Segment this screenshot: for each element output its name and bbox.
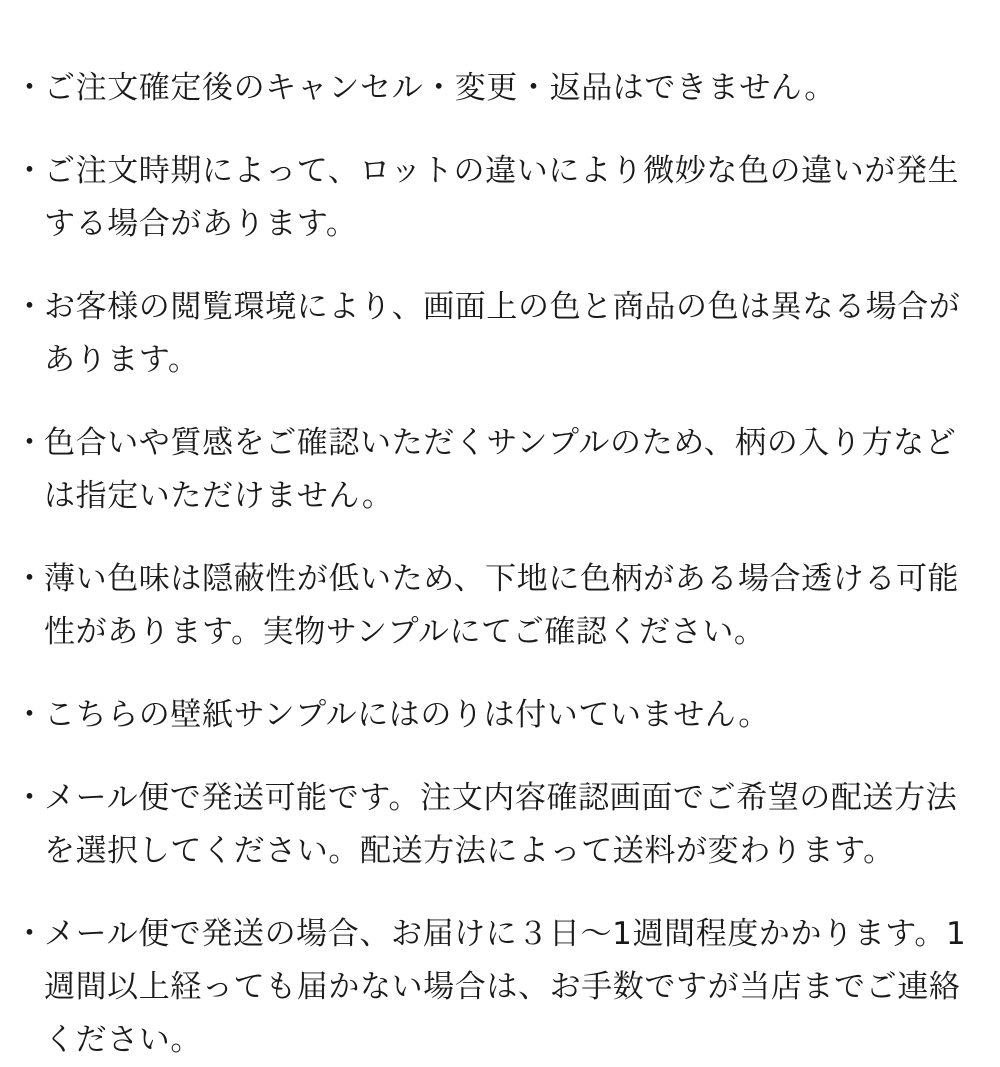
notice-text: ご注文時期によって、ロットの違いにより微妙な色の違いが発生する場合があります。 — [44, 153, 960, 242]
bullet-icon: ・ — [14, 697, 45, 733]
list-item — [14, 281, 978, 387]
list-item — [14, 772, 978, 878]
bullet-icon: ・ — [14, 425, 45, 461]
bullet-icon: ・ — [14, 561, 45, 597]
notice-text: メール便で発送の場合、お届けに３日〜1週間程度かかります。1週間以上経っても届かない場合は、お手数ですが当店までご連絡ください。 — [44, 916, 967, 1058]
list-item — [14, 908, 978, 1067]
notice-text: 薄い色味は隠蔽性が低いため、下地に色柄がある場合透ける可能性があります。実物サンプルにてご確認ください。 — [44, 561, 960, 650]
bullet-icon: ・ — [14, 780, 45, 816]
bullet-icon: ・ — [14, 916, 45, 952]
list-item — [14, 553, 978, 659]
bullet-icon: ・ — [14, 289, 45, 325]
list-item — [14, 145, 978, 251]
notice-text: メール便で発送可能です。注文内容確認画面でご希望の配送方法を選択してください。配送方法によって送料が変わります。 — [44, 780, 958, 869]
bullet-icon: ・ — [14, 70, 45, 106]
notice-text: こちらの壁紙サンプルにはのりは付いていません。 — [44, 697, 770, 733]
notice-text: ご注文確定後のキャンセル・変更・返品はできません。 — [44, 70, 836, 106]
notice-text: 色合いや質感をご確認いただくサンプルのため、柄の入り方などは指定いただけません。 — [44, 425, 957, 514]
list-item — [14, 62, 978, 115]
list-item — [14, 417, 978, 523]
notice-text: お客様の閲覧環境により、画面上の色と商品の色は異なる場合があります。 — [44, 289, 961, 378]
list-item — [14, 689, 978, 742]
bullet-icon: ・ — [14, 153, 45, 189]
